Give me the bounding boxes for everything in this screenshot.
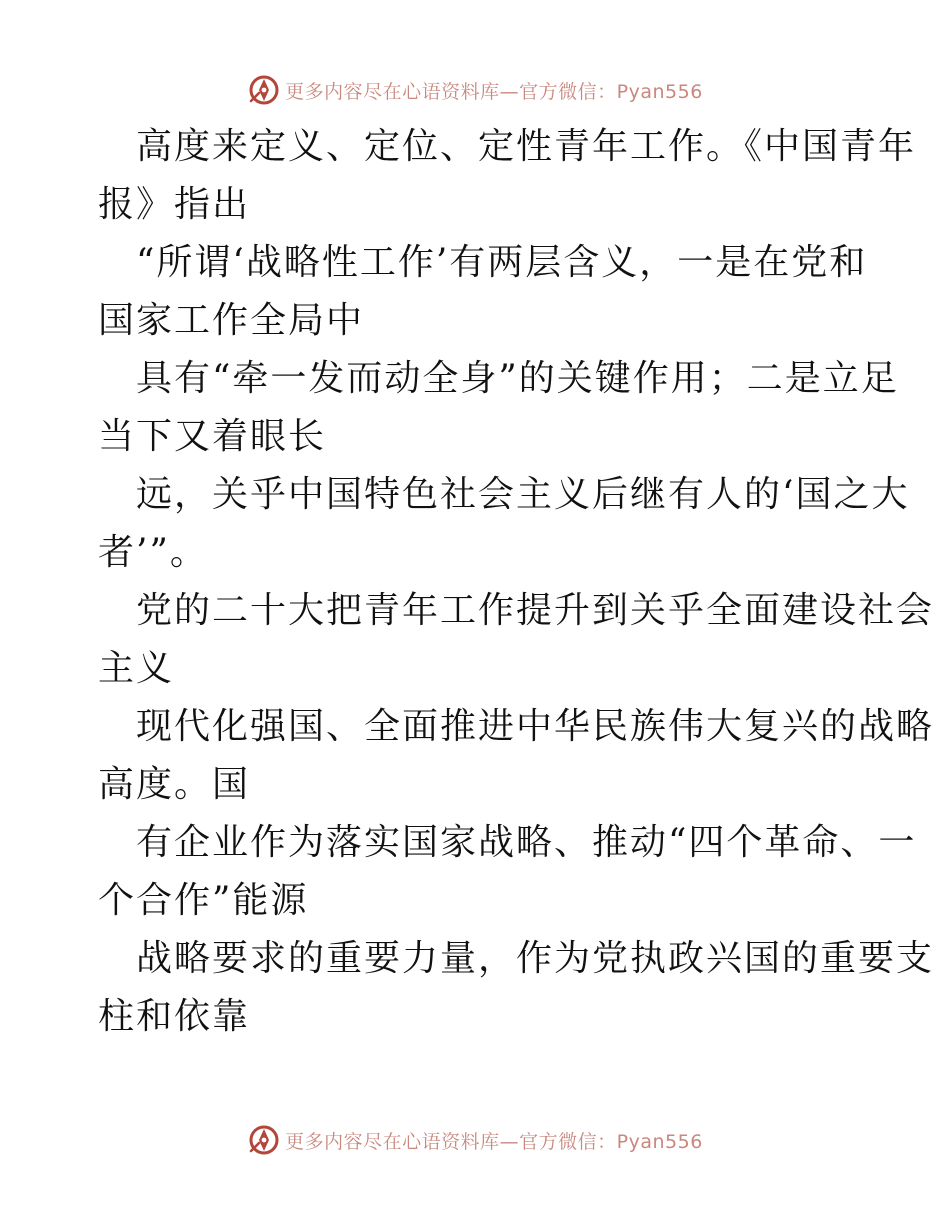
footer-banner xyxy=(0,1120,950,1160)
text-line: 国家工作全局中 xyxy=(98,300,365,341)
header-banner xyxy=(0,70,950,110)
text-line: 主义 xyxy=(98,648,175,689)
text-line: 者’”。 xyxy=(98,532,208,573)
text-line: 个合作”能源 xyxy=(98,880,309,921)
pen-nib-logo-icon xyxy=(247,1123,281,1157)
text-line: 现代化强国、全面推进中华民族伟大复兴的战略 xyxy=(136,706,935,747)
text-line: “所谓‘战略性工作’有两层含义，一是在党和 xyxy=(136,242,868,283)
pen-nib-logo-icon xyxy=(247,73,281,107)
text-line: 战略要求的重要力量，作为党执政兴国的重要支 xyxy=(136,938,935,979)
text-line: 党的二十大把青年工作提升到关乎全面建设社会 xyxy=(136,590,935,631)
text-line: 高度来定义、定位、定性青年工作。《中国青年 xyxy=(136,126,917,167)
document-body xyxy=(98,118,935,1046)
text-line: 高度。国 xyxy=(98,764,251,805)
header-banner-text: 更多内容尽在心语资料库—官方微信：Pyan556 xyxy=(285,80,703,103)
footer-banner-text: 更多内容尽在心语资料库—官方微信：Pyan556 xyxy=(285,1130,703,1153)
text-line: 远，关乎中国特色社会主义后继有人的‘国之大 xyxy=(136,474,910,515)
text-line: 报》指出 xyxy=(98,184,251,225)
text-line: 有企业作为落实国家战略、推动“四个革命、一 xyxy=(136,822,917,863)
text-line: 具有“牵一发而动全身”的关键作用；二是立足 xyxy=(136,358,899,399)
text-line: 当下又着眼长 xyxy=(98,416,327,457)
text-line: 柱和依靠 xyxy=(98,996,251,1037)
